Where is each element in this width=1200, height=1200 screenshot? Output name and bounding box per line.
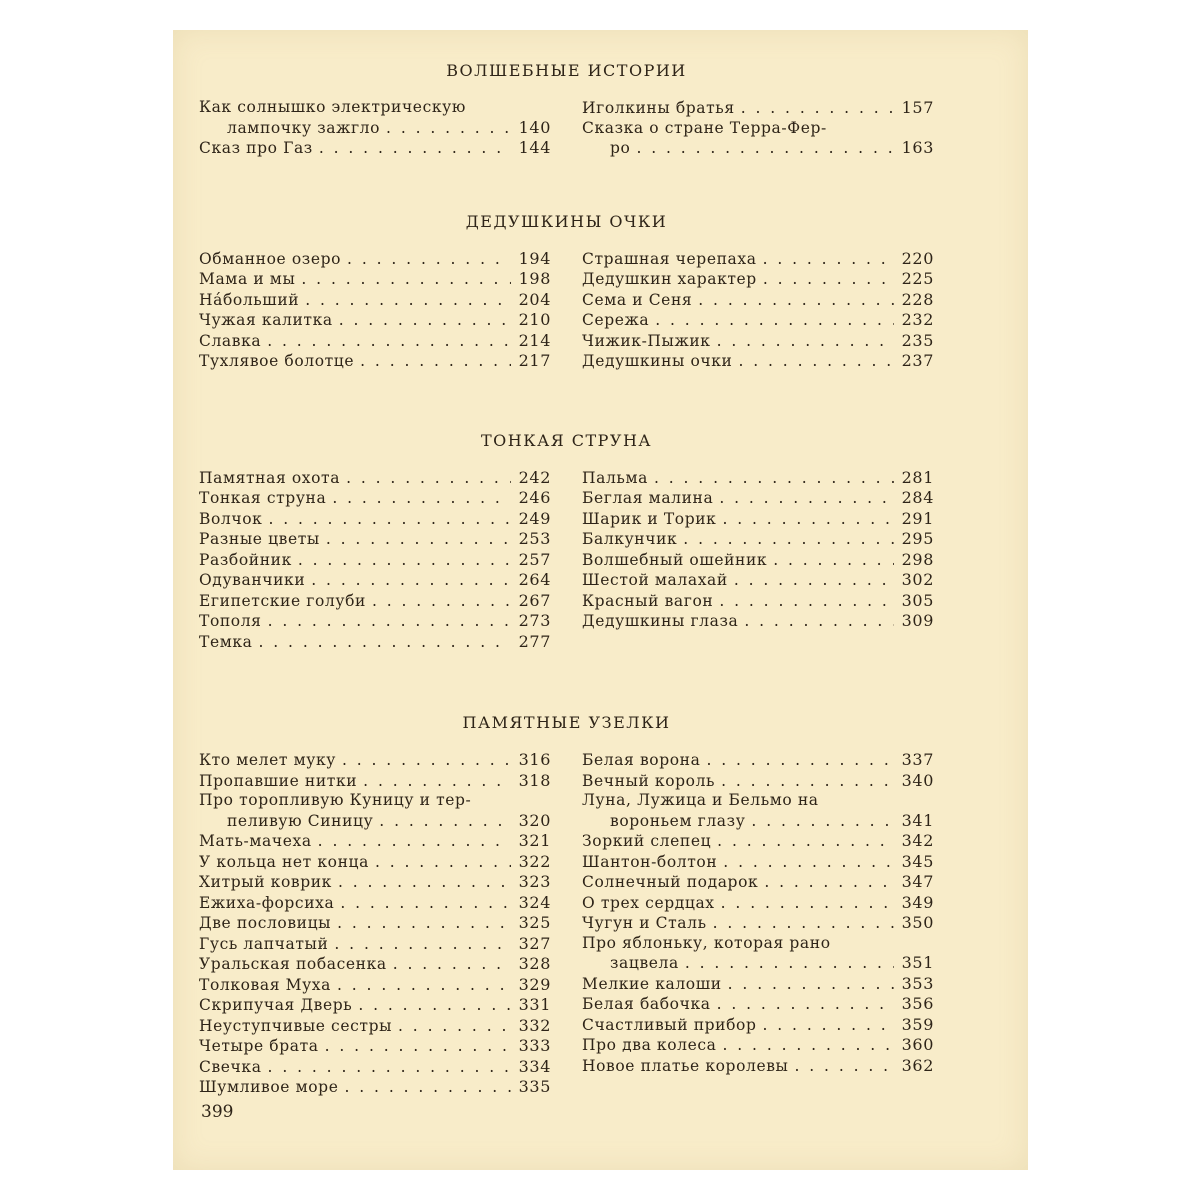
- leader-dots: [268, 1058, 511, 1078]
- toc-section: [199, 60, 934, 159]
- toc-entry: [582, 570, 934, 591]
- entry-title: Счастливый прибор: [582, 1015, 757, 1034]
- leader-dots: [734, 571, 894, 591]
- entry-title: Сема и Сеня: [582, 290, 693, 309]
- toc-entry: [582, 98, 934, 119]
- entry-page-number: 321: [518, 831, 551, 850]
- toc-entry: [582, 488, 934, 509]
- entry-page-number: 228: [901, 289, 934, 309]
- leader-dots: [717, 832, 894, 852]
- leader-dots: [337, 914, 511, 934]
- leader-dots: [379, 812, 511, 832]
- toc-entry: [199, 611, 551, 632]
- toc-entry: [199, 509, 551, 530]
- entry-page-number: 302: [901, 570, 934, 589]
- entry-page-number: 324: [518, 892, 551, 912]
- leader-dots: [301, 270, 511, 290]
- leader-dots: [717, 332, 894, 352]
- toc-column-left: [199, 98, 551, 159]
- entry-page-number: 157: [901, 98, 934, 117]
- toc-entry: [199, 995, 551, 1016]
- entry-title: Как солнышко электрическую: [199, 98, 466, 116]
- leader-dots: [723, 1036, 895, 1056]
- entry-page-number: 295: [901, 529, 934, 548]
- toc-entry: [582, 831, 934, 852]
- entry-title: О трех сердцах: [582, 893, 715, 912]
- toc-entry: [582, 872, 934, 893]
- entry-page-number: 144: [518, 138, 551, 157]
- toc-entry: [582, 791, 934, 831]
- entry-title: Новое платье королевы: [582, 1056, 789, 1075]
- toc-entry: [199, 632, 551, 653]
- entry-title: Шумливое море: [199, 1078, 339, 1096]
- toc-entry: [582, 468, 934, 489]
- toc-entry: [199, 269, 551, 290]
- toc-entry: [199, 138, 551, 159]
- toc-entry: [582, 509, 934, 530]
- toc-entry: [582, 913, 934, 934]
- leader-dots: [372, 592, 511, 612]
- leader-dots: [636, 139, 894, 159]
- entry-title: Шантон-болтон: [582, 852, 718, 871]
- leader-dots: [717, 995, 894, 1015]
- toc-entry: [199, 290, 551, 311]
- entry-title: Дедушкины очки: [582, 352, 733, 370]
- entry-title: Кто мелет муку: [199, 751, 336, 769]
- entry-title: Обманное озеро: [199, 249, 342, 268]
- toc-entry: [199, 1077, 551, 1098]
- leader-dots: [339, 311, 511, 331]
- entry-title: Ежиха-форсиха: [199, 893, 335, 912]
- entry-page-number: 309: [901, 611, 934, 630]
- toc-entry: [582, 893, 934, 914]
- leader-dots: [713, 914, 894, 934]
- leader-dots: [744, 612, 894, 632]
- entry-title: Иголкины братья: [582, 99, 735, 117]
- toc-column-right: [582, 468, 934, 653]
- entry-title: Волшебный ошейник: [582, 550, 768, 569]
- toc-entry: [199, 975, 551, 996]
- section-title: ТОНКАЯ СТРУНА: [480, 430, 653, 450]
- leader-dots: [259, 633, 512, 653]
- entry-title: Волчок: [199, 509, 263, 528]
- entry-page-number: 140: [518, 117, 551, 137]
- entry-page-number: 350: [901, 913, 934, 932]
- toc-entry: [199, 591, 551, 612]
- entry-title: Славка: [199, 331, 262, 350]
- leader-dots: [347, 250, 511, 270]
- leader-dots: [338, 873, 511, 893]
- entry-page-number: 325: [518, 913, 551, 932]
- leader-dots: [721, 772, 894, 792]
- entry-title: Чугун и Сталь: [582, 914, 707, 932]
- toc-entry: [199, 488, 551, 509]
- entry-title: Шестой малахай: [582, 571, 728, 589]
- entry-title: Тополя: [199, 612, 262, 630]
- leader-dots: [795, 1057, 895, 1077]
- toc-entry: [582, 750, 934, 771]
- leader-dots: [311, 571, 511, 591]
- entry-page-number: 341: [901, 810, 934, 830]
- entry-page-number: 277: [518, 631, 551, 651]
- entry-page-number: 333: [518, 1036, 551, 1055]
- leader-dots: [398, 1017, 511, 1037]
- leader-dots: [719, 489, 894, 509]
- entry-page-number: 217: [518, 351, 551, 370]
- entry-title: Свечка: [199, 1057, 262, 1076]
- leader-dots: [344, 1078, 511, 1098]
- toc-entry: [199, 771, 551, 792]
- entry-page-number: 359: [901, 1014, 934, 1034]
- entry-title: Сказ про Газ: [199, 139, 313, 157]
- leader-dots: [318, 832, 511, 852]
- toc-entry: [582, 290, 934, 311]
- leader-dots: [763, 270, 894, 290]
- entry-title: Две пословицы: [199, 914, 332, 932]
- toc-entry: [582, 1056, 934, 1077]
- entry-title: Памятная охота: [199, 468, 341, 487]
- toc-column-left: [199, 468, 551, 653]
- toc-column-left: [199, 750, 551, 1098]
- entry-title: Красный вагон: [582, 591, 714, 610]
- leader-dots: [346, 469, 511, 489]
- entry-page-number: 225: [901, 269, 934, 288]
- entry-title: Скрипучая Дверь: [199, 996, 353, 1014]
- leader-dots: [722, 510, 894, 530]
- leader-dots: [342, 751, 511, 771]
- leader-dots: [706, 751, 894, 771]
- entry-title: Пальма: [582, 468, 648, 487]
- entry-title: Про торопливую Куницу и тер-: [199, 791, 472, 809]
- toc-column-right: [582, 98, 934, 159]
- entry-title: Мать-мачеха: [199, 832, 312, 850]
- entry-title: Белая ворона: [582, 751, 701, 769]
- entry-page-number: 347: [901, 872, 934, 891]
- toc-entry: [582, 310, 934, 331]
- entry-page-number: 360: [901, 1035, 934, 1054]
- entry-title: Одуванчики: [199, 571, 306, 589]
- toc-entry: [582, 1035, 934, 1056]
- entry-page-number: 246: [518, 488, 551, 507]
- entry-page-number: 349: [901, 892, 934, 912]
- entry-page-number: 284: [901, 488, 934, 507]
- entry-page-number: 327: [518, 933, 551, 953]
- leader-dots: [268, 510, 511, 530]
- toc-entry: [582, 771, 934, 792]
- entry-title: Мама и мы: [199, 270, 296, 288]
- section-title: ПАМЯТНЫЕ УЗЕЛКИ: [462, 713, 671, 732]
- section-title: ДЕДУШКИНЫ ОЧКИ: [465, 211, 668, 231]
- entry-title: Разбойник: [199, 550, 292, 569]
- entry-page-number: 253: [518, 529, 551, 548]
- entry-page-number: 323: [518, 872, 551, 891]
- toc-entry: [582, 994, 934, 1015]
- entry-page-number: 342: [901, 831, 934, 850]
- leader-dots: [360, 352, 511, 372]
- leader-dots: [698, 291, 894, 311]
- toc-entry: [582, 331, 934, 352]
- entry-title: Нáбольший: [199, 290, 300, 309]
- leader-dots: [751, 812, 894, 832]
- leader-dots: [721, 894, 894, 914]
- toc-entry: [199, 831, 551, 852]
- entry-page-number: 337: [901, 750, 934, 769]
- entry-page-number: 264: [518, 570, 551, 589]
- toc-entry: [199, 249, 551, 270]
- leader-dots: [334, 935, 511, 955]
- leader-dots: [363, 772, 511, 792]
- toc-entry: [582, 934, 934, 974]
- leader-dots: [738, 352, 894, 372]
- entry-title: Толковая Муха: [199, 975, 331, 994]
- entry-page-number: 362: [901, 1055, 934, 1075]
- entry-title: Египетские голуби: [199, 591, 366, 610]
- toc-entry: [582, 611, 934, 632]
- entry-title: Зоркий слепец: [582, 832, 712, 850]
- entry-title: Чижик-Пыжик: [582, 331, 711, 350]
- toc-entry: [199, 550, 551, 571]
- toc-column-right: [582, 249, 934, 372]
- entry-page-number: 194: [518, 248, 551, 268]
- entry-title: Темка: [199, 632, 253, 651]
- entry-title: Тонкая струна: [199, 489, 327, 507]
- toc-entry: [199, 934, 551, 955]
- toc-entry: [582, 249, 934, 270]
- entry-page-number: 320: [518, 810, 551, 830]
- leader-dots: [762, 1016, 894, 1036]
- leader-dots: [332, 489, 511, 509]
- leader-dots: [267, 332, 511, 352]
- toc-entry: [582, 119, 934, 159]
- leader-dots: [375, 853, 511, 873]
- entry-title: Гусь лапчатый: [199, 934, 329, 953]
- entry-page-number: 267: [518, 590, 551, 610]
- toc-entry: [199, 852, 551, 873]
- entry-page-number: 356: [901, 994, 934, 1013]
- entry-page-number: 214: [518, 330, 551, 350]
- entry-title: Солнечный подарок: [582, 873, 759, 891]
- leader-dots: [654, 469, 894, 489]
- leader-dots: [386, 119, 511, 139]
- leader-dots: [319, 139, 511, 159]
- toc-entry: [582, 852, 934, 873]
- entry-page-number: 316: [518, 750, 551, 769]
- entry-page-number: 318: [518, 770, 551, 790]
- leader-dots: [683, 530, 894, 550]
- toc-entry: [199, 98, 551, 138]
- entry-page-number: 198: [518, 269, 551, 288]
- entry-page-number: 328: [518, 954, 551, 973]
- toc-entry: [199, 791, 551, 831]
- entry-title: Хитрый коврик: [199, 873, 332, 891]
- entry-title: Уральская побасенка: [199, 955, 387, 973]
- entry-page-number: 340: [901, 770, 934, 790]
- entry-title: Сережа: [582, 311, 650, 329]
- leader-dots: [337, 976, 511, 996]
- entry-title: Беглая малина: [582, 489, 714, 507]
- entry-title: Тухлявое болотце: [199, 352, 355, 370]
- entry-page-number: 281: [901, 467, 934, 487]
- leader-dots: [728, 975, 894, 995]
- leader-dots: [719, 592, 894, 612]
- entry-title: пеливую Синицу: [227, 811, 374, 830]
- toc-entry: [199, 331, 551, 352]
- toc-entry: [199, 954, 551, 975]
- entry-page-number: 353: [901, 973, 934, 993]
- toc-section: [199, 211, 934, 372]
- leader-dots: [326, 530, 511, 550]
- toc-entry: [199, 1036, 551, 1057]
- toc-entry: [199, 351, 551, 372]
- toc-entry: [199, 872, 551, 893]
- entry-page-number: 273: [518, 611, 551, 630]
- toc-entry: [582, 351, 934, 372]
- leader-dots: [764, 873, 894, 893]
- leader-dots: [723, 853, 894, 873]
- entry-page-number: 329: [518, 974, 551, 994]
- entry-title: зацвела: [610, 954, 679, 972]
- leader-dots: [268, 612, 511, 632]
- toc-entry: [582, 529, 934, 550]
- entry-page-number: 345: [901, 851, 934, 871]
- toc-column-left: [199, 249, 551, 372]
- toc-entry: [582, 550, 934, 571]
- entry-page-number: 334: [518, 1056, 551, 1076]
- entry-title: Про два колеса: [582, 1036, 717, 1054]
- page-number: 399: [201, 1102, 234, 1122]
- toc-entry: [582, 591, 934, 612]
- entry-title: Мелкие калоши: [582, 974, 722, 993]
- leader-dots: [773, 551, 894, 571]
- entry-page-number: 163: [901, 138, 934, 157]
- toc-entry: [199, 913, 551, 934]
- entry-title: Луна, Лужица и Бельмо на: [582, 791, 819, 809]
- table-of-contents: [199, 60, 934, 1098]
- leader-dots: [325, 1037, 511, 1057]
- entry-title: Белая бабочка: [582, 995, 711, 1013]
- entry-title: Дедушкин характер: [582, 270, 757, 288]
- toc-column-right: [582, 750, 934, 1098]
- entry-page-number: 335: [518, 1077, 551, 1096]
- entry-title: ро: [610, 139, 631, 157]
- leader-dots: [763, 250, 894, 270]
- leader-dots: [655, 311, 894, 331]
- entry-page-number: 291: [901, 508, 934, 528]
- entry-page-number: 210: [518, 310, 551, 329]
- section-title: ВОЛШЕБНЫЕ ИСТОРИИ: [446, 61, 687, 80]
- entry-title: Дедушкины глаза: [582, 612, 739, 630]
- leader-dots: [685, 954, 894, 974]
- entry-title: Сказка о стране Терра-Фер-: [582, 118, 827, 137]
- entry-page-number: 257: [518, 549, 551, 569]
- entry-page-number: 298: [901, 549, 934, 569]
- entry-page-number: 220: [901, 248, 934, 268]
- entry-title: Страшная черепаха: [582, 249, 757, 268]
- toc-entry: [582, 269, 934, 290]
- entry-title: Пропавшие нитки: [199, 771, 358, 790]
- entry-title: Балкунчик: [582, 530, 678, 548]
- entry-page-number: 235: [901, 330, 934, 350]
- toc-section: [199, 430, 934, 653]
- leader-dots: [340, 894, 511, 914]
- entry-page-number: 331: [518, 995, 551, 1014]
- leader-dots: [741, 99, 894, 119]
- toc-entry: [199, 1016, 551, 1037]
- toc-section: [199, 712, 934, 1098]
- entry-title: Шарик и Торик: [582, 509, 717, 528]
- entry-title: Про яблоньку, которая рано: [582, 933, 831, 952]
- entry-page-number: 204: [518, 289, 551, 309]
- toc-entry: [199, 310, 551, 331]
- toc-entry: [582, 1015, 934, 1036]
- toc-entry: [199, 468, 551, 489]
- leader-dots: [358, 996, 511, 1016]
- toc-entry: [199, 570, 551, 591]
- book-page: [173, 30, 1028, 1170]
- toc-entry: [199, 893, 551, 914]
- entry-page-number: 351: [901, 953, 934, 972]
- entry-title: У кольца нет конца: [199, 852, 369, 871]
- leader-dots: [305, 291, 511, 311]
- leader-dots: [298, 551, 511, 571]
- toc-entry: [199, 1057, 551, 1078]
- entry-title: лампочку зажгло: [227, 118, 381, 137]
- toc-entry: [199, 750, 551, 771]
- entry-page-number: 232: [901, 310, 934, 329]
- entry-page-number: 249: [518, 508, 551, 528]
- entry-page-number: 305: [901, 590, 934, 610]
- toc-entry: [199, 529, 551, 550]
- entry-title: Разные цветы: [199, 530, 320, 548]
- entry-page-number: 332: [518, 1015, 551, 1035]
- entry-page-number: 322: [518, 851, 551, 871]
- entry-title: Неуступчивые сестры: [199, 1016, 393, 1035]
- leader-dots: [393, 955, 511, 975]
- entry-page-number: 237: [901, 351, 934, 370]
- entry-title: вороньем глазу: [610, 811, 746, 830]
- toc-entry: [582, 974, 934, 995]
- entry-title: Чужая калитка: [199, 311, 333, 329]
- entry-title: Четыре брата: [199, 1037, 319, 1055]
- entry-page-number: 242: [518, 467, 551, 487]
- entry-title: Вечный король: [582, 771, 716, 790]
